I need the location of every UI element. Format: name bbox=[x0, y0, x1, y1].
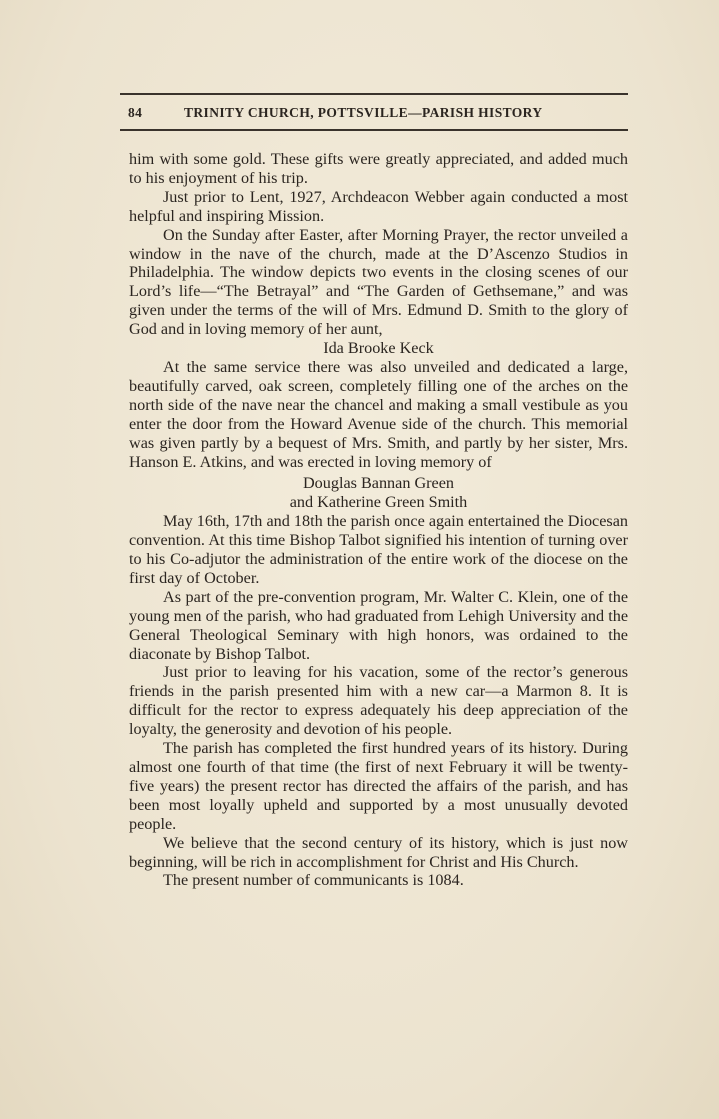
memorial-name: and Katherine Green Smith bbox=[289, 493, 468, 512]
paragraph: Just prior to Lent, 1927, Archdeacon Webber again conducted a most helpful and inspiring Mission. bbox=[129, 187, 628, 225]
header-rule-bottom bbox=[120, 129, 628, 131]
paragraph: At the same service there was also unveiled and dedicated a large, beautifully carved, oak screen, completely filling one of the arches on the north side of the nave near the chancel and making a small vestibule as you enter the door from the Howard Avenue side of the church. This memorial was given partly by a bequest of Mrs. Smith, and partly by her sister, Mrs. Hanson E. Atkins, and was erected in loving memory of bbox=[129, 357, 628, 471]
paragraph: The present number of communicants is 1084. bbox=[163, 871, 464, 890]
memorial-name: Ida Brooke Keck bbox=[323, 339, 434, 358]
memorial-name: Douglas Bannan Green bbox=[302, 474, 455, 493]
paragraph: May 16th, 17th and 18th the parish once again entertained the Diocesan convention. At this time Bishop Talbot signified his intention of turning over to his Co-adjutor the administration of the entire work of the diocese on the first day of October. bbox=[129, 512, 628, 587]
running-header bbox=[128, 103, 628, 123]
paragraph: We believe that the second century of its history, which is just now beginning, will be rich in accomplishment for Christ and His Church. bbox=[129, 833, 628, 871]
page-number: 84 bbox=[128, 105, 143, 120]
paragraph: The parish has completed the first hundred years of its history. During almost one fourth of that time (the first of next February it will be twenty-five years) the present rector has directed the affairs of the parish, and has been most loyally upheld and supported by a most unusually devoted people. bbox=[129, 739, 628, 833]
paragraph: him with some gold. These gifts were greatly appreciated, and added much to his enjoyment of his trip. bbox=[129, 150, 628, 187]
body-text bbox=[129, 150, 628, 890]
paragraph: On the Sunday after Easter, after Morning Prayer, the rector unveiled a window in the nave of the church, made at the D’Ascenzo Studios in Philadelphia. The window depicts two events in the closing scenes of our Lord’s life—“The Betrayal” and “The Garden of Gethsemane,” and was given under the terms of the will of Mrs. Edmund D. Smith to the glory of God and in loving memory of her aunt, bbox=[129, 225, 628, 339]
paragraph: As part of the pre-convention program, Mr. Walter C. Klein, one of the young men of the parish, who had graduated from Lehigh University and the General Theological Seminary with high honors, was ordained to the diaconate by Bishop Talbot. bbox=[129, 587, 628, 663]
header-rule-top bbox=[120, 93, 628, 95]
running-title: TRINITY CHURCH, POTTSVILLE—PARISH HISTORY bbox=[184, 105, 543, 120]
paragraph: Just prior to leaving for his vacation, some of the rector’s generous friends in the parish presented him with a new car—a Marmon 8. It is difficult for the rector to express adequately his deep appreciation of the loyalty, the generosity and devotion of his people. bbox=[129, 663, 628, 739]
